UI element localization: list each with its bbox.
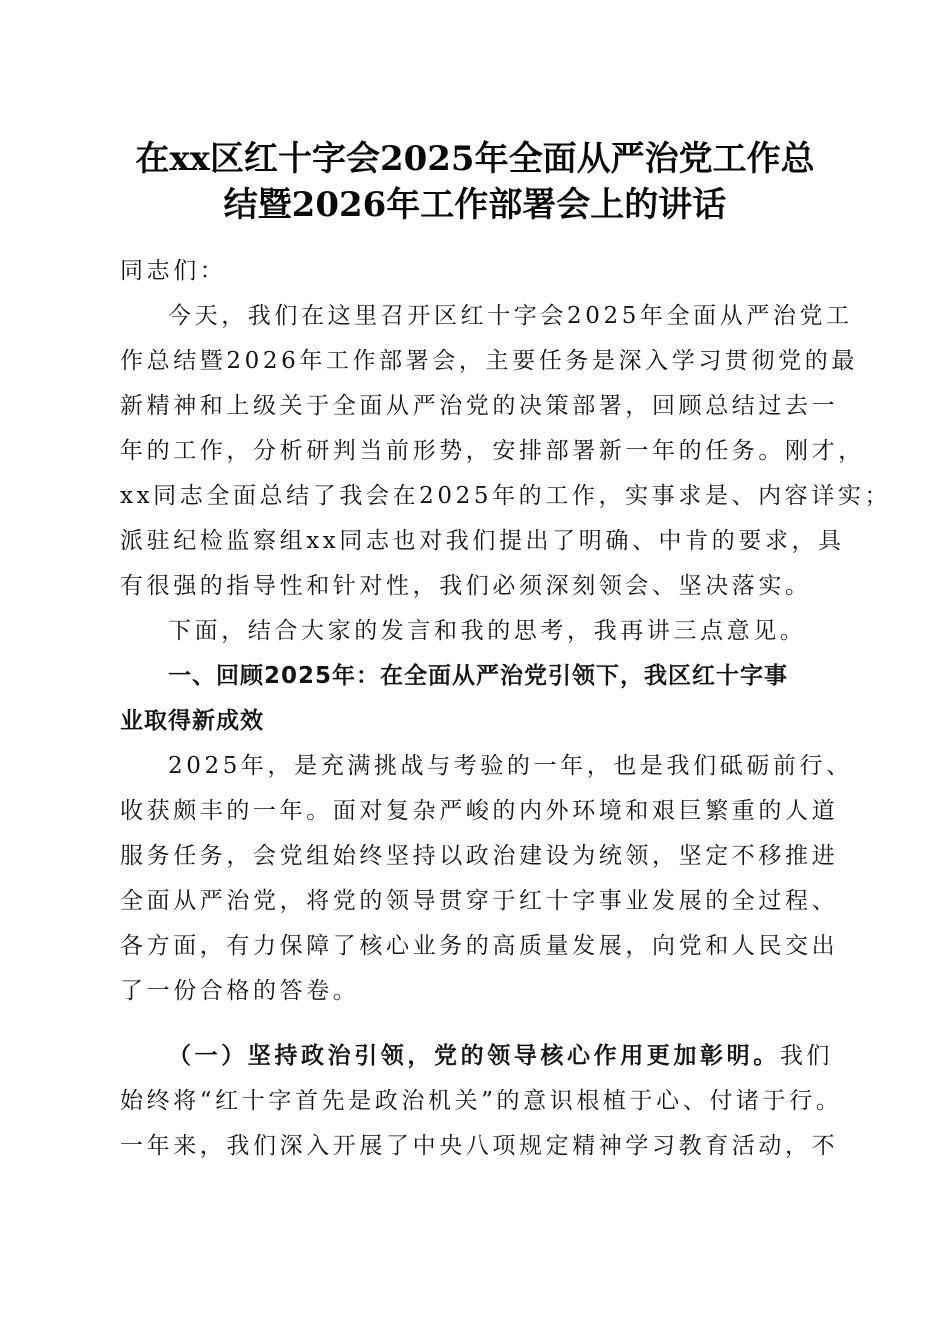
paragraph-3-line-5: 各方面，有力保障了核心业务的高质量发展，向党和人民交出	[120, 933, 839, 959]
paragraph-1-line-1: 今天，我们在这里召开区红十字会2025年全面从严治党工	[168, 303, 853, 329]
document-title-line-2: 结暨2026年工作部署会上的讲话	[223, 185, 727, 225]
paragraph-3-line-3: 服务任务，会党组始终坚持以政治建设为统领，坚定不移推进	[120, 843, 839, 869]
subheading-1: （一）坚持政治引领，党的领导核心作用更加彰明。	[168, 1042, 780, 1069]
paragraph-3-line-1: 2025年，是充满挑战与考验的一年，也是我们砥砺前行、	[168, 753, 853, 779]
paragraph-4-line-3: 一年来，我们深入开展了中央八项规定精神学习教育活动，不	[120, 1133, 839, 1159]
paragraph-4-line-2: 始终将“红十字首先是政治机关”的意识根植于心、付诸于行。	[120, 1088, 843, 1114]
paragraph-3-line-2: 收获颇丰的一年。面对复杂严峻的内外环境和艰巨繁重的人道	[120, 798, 839, 824]
paragraph-3-line-4: 全面从严治党，将党的领导贯穿于红十字事业发展的全过程、	[120, 888, 839, 914]
paragraph-1-line-3: 新精神和上级关于全面从严治党的决策部署，回顾总结过去一	[120, 393, 839, 419]
heading-1-line-1: 一、回顾2025年：在全面从严治党引领下，我区红十字事	[168, 663, 789, 689]
paragraph-2-line-1: 下面，结合大家的发言和我的思考，我再讲三点意见。	[168, 618, 807, 644]
paragraph-1-line-2: 作总结暨2026年工作部署会，主要任务是深入学习贯彻党的最	[120, 348, 858, 374]
document-title-line-1: 在xx区红十字会2025年全面从严治党工作总	[135, 139, 815, 179]
paragraph-1-line-4: 年的工作，分析研判当前形势，安排部署新一年的任务。刚才，	[120, 438, 865, 464]
paragraph-1-line-5: xx同志全面总结了我会在2025年的工作，实事求是、内容详实；	[120, 483, 892, 509]
paragraph-4-line-1: 我们	[779, 1043, 834, 1069]
paragraph-1-line-7: 有很强的指导性和针对性，我们必须深刻领会、坚决落实。	[120, 573, 812, 599]
subheading-1-line	[168, 1041, 878, 1071]
heading-1-line-2: 业取得新成效	[120, 708, 264, 734]
salutation: 同志们：	[120, 258, 227, 284]
paragraph-3-line-6: 了一份合格的答卷。	[120, 978, 360, 1004]
paragraph-1-line-6: 派驻纪检监察组xx同志也对我们提出了明确、中肯的要求，具	[120, 528, 845, 554]
